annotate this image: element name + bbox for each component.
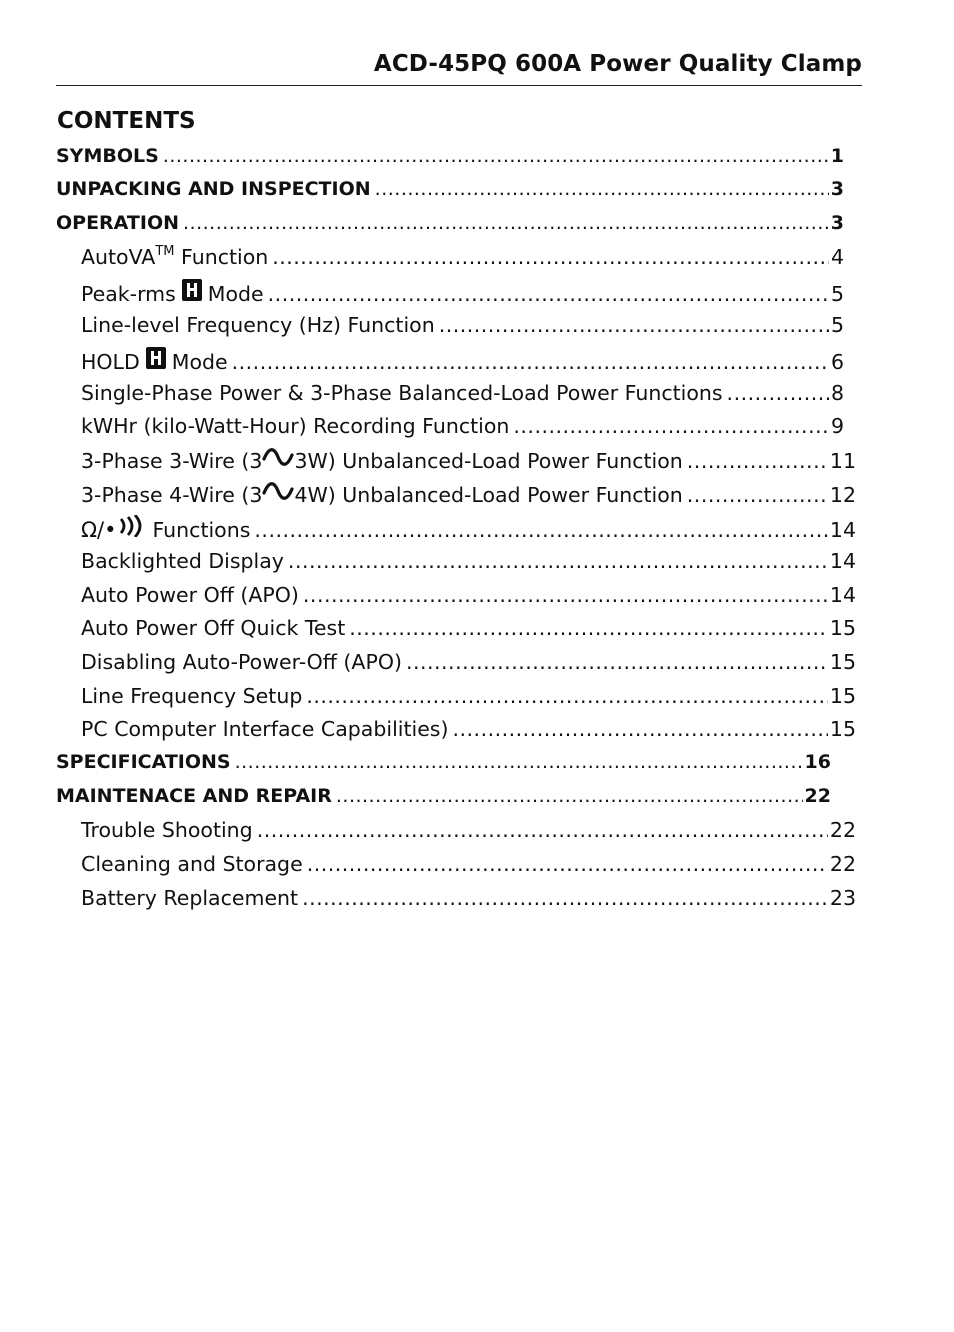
toc-page-number: 5 bbox=[830, 282, 844, 306]
manual-title: ACD-45PQ 600A Power Quality Clamp bbox=[373, 51, 862, 77]
dot-leader bbox=[513, 414, 829, 438]
toc-label: OPERATION bbox=[56, 212, 179, 234]
toc-page-number: 22 bbox=[804, 785, 831, 807]
dot-leader bbox=[272, 245, 829, 269]
toc-page-number: 8 bbox=[830, 381, 844, 405]
toc-label: UNPACKING AND INSPECTION bbox=[56, 178, 371, 200]
toc-label: Backlighted Display bbox=[81, 549, 284, 573]
toc-entry-hold[interactable] bbox=[81, 347, 844, 374]
dot-leader bbox=[439, 313, 829, 337]
toc-page-number: 3 bbox=[830, 178, 844, 200]
toc-entry-operation[interactable] bbox=[56, 212, 844, 234]
toc-label: Battery Replacement bbox=[81, 886, 299, 910]
toc-entry-single-phase-power[interactable] bbox=[81, 381, 844, 405]
dot-leader bbox=[336, 785, 803, 807]
dot-leader bbox=[687, 483, 828, 507]
toc-page-number: 4 bbox=[830, 245, 844, 269]
toc-entry-3-phase-3-wire[interactable] bbox=[81, 448, 856, 473]
toc-entry-line-frequency[interactable] bbox=[81, 313, 844, 337]
toc-entry-trouble-shooting[interactable] bbox=[81, 818, 856, 842]
toc-page-number: 15 bbox=[829, 684, 856, 708]
toc-entry-line-frequency-setup[interactable] bbox=[81, 684, 856, 708]
toc-label: Auto Power Off (APO) bbox=[81, 583, 299, 607]
toc-page-number: 14 bbox=[829, 583, 856, 607]
toc-page-number: 11 bbox=[829, 449, 856, 473]
dot-leader bbox=[306, 684, 828, 708]
dot-leader bbox=[406, 650, 828, 674]
toc-page-number: 15 bbox=[829, 717, 856, 741]
toc-entry-backlighted-display[interactable] bbox=[81, 549, 856, 573]
dot-leader bbox=[302, 886, 828, 910]
toc-page-number: 14 bbox=[829, 518, 856, 542]
toc-entry-ohm-continuity[interactable] bbox=[81, 515, 856, 542]
dot-leader bbox=[288, 549, 828, 573]
toc-label: Cleaning and Storage bbox=[81, 852, 303, 876]
toc-label: Line Frequency Setup bbox=[81, 684, 303, 708]
toc-page-number: 3 bbox=[830, 212, 844, 234]
contents-heading: CONTENTS bbox=[57, 108, 196, 134]
toc-entry-symbols[interactable] bbox=[56, 145, 844, 167]
toc-label bbox=[81, 347, 228, 374]
toc-page-number: 6 bbox=[830, 350, 844, 374]
toc-label-suffix: Functions bbox=[152, 518, 251, 542]
continuity-beeper-icon bbox=[117, 515, 147, 537]
dot-leader bbox=[183, 212, 829, 234]
toc-entry-maintenance[interactable] bbox=[56, 785, 831, 807]
toc-label: SPECIFICATIONS bbox=[56, 751, 231, 773]
dot-leader bbox=[687, 449, 828, 473]
toc-entry-unpacking[interactable] bbox=[56, 178, 844, 200]
toc-label-text: Peak-rms bbox=[81, 282, 176, 306]
toc-label bbox=[81, 482, 683, 507]
trademark-superscript: TM bbox=[155, 244, 175, 259]
toc-label: kWHr (kilo-Watt-Hour) Recording Function bbox=[81, 414, 510, 438]
toc-entry-3-phase-4-wire[interactable] bbox=[81, 482, 856, 507]
toc-entry-pc-interface[interactable] bbox=[81, 717, 856, 741]
toc-label: SYMBOLS bbox=[56, 145, 159, 167]
toc-page-number: 5 bbox=[830, 313, 844, 337]
toc-label: Trouble Shooting bbox=[81, 818, 253, 842]
dot-leader bbox=[349, 616, 828, 640]
toc-page-number: 15 bbox=[829, 616, 856, 640]
dot-leader bbox=[235, 751, 803, 773]
toc-page-number: 9 bbox=[830, 414, 844, 438]
toc-page-number: 16 bbox=[804, 751, 831, 773]
toc-label: Line-level Frequency (Hz) Function bbox=[81, 313, 435, 337]
dot-leader bbox=[375, 178, 829, 200]
toc-label bbox=[81, 279, 264, 306]
dot-leader bbox=[727, 381, 829, 405]
dot-leader bbox=[307, 852, 828, 876]
dot-leader bbox=[268, 282, 829, 306]
toc-entry-auto-power-off[interactable] bbox=[81, 583, 856, 607]
ac-wave-icon bbox=[262, 482, 294, 502]
dot-leader bbox=[303, 583, 828, 607]
dot-leader bbox=[257, 818, 828, 842]
toc-entry-apo-quick-test[interactable] bbox=[81, 616, 856, 640]
toc-entry-cleaning-storage[interactable] bbox=[81, 852, 856, 876]
toc-entry-battery-replacement[interactable] bbox=[81, 886, 856, 910]
toc-label: Disabling Auto-Power-Off (APO) bbox=[81, 650, 402, 674]
toc-label-text: HOLD bbox=[81, 350, 140, 374]
toc-page-number: 14 bbox=[829, 549, 856, 573]
toc-entry-kwhr[interactable] bbox=[81, 414, 844, 438]
toc-label-text: AutoVA bbox=[81, 245, 156, 269]
toc-page-number: 22 bbox=[829, 818, 856, 842]
toc-page-number: 22 bbox=[829, 852, 856, 876]
toc-label bbox=[81, 245, 268, 269]
toc-label-suffix: Function bbox=[174, 245, 269, 269]
toc-entry-specifications[interactable] bbox=[56, 751, 831, 773]
toc-label bbox=[81, 448, 683, 473]
toc-label-text: 3-Phase 3-Wire (3 bbox=[81, 449, 263, 473]
toc-page-number: 1 bbox=[830, 145, 844, 167]
toc-page-number: 12 bbox=[829, 483, 856, 507]
toc-page-number: 15 bbox=[829, 650, 856, 674]
dot-leader bbox=[254, 518, 828, 542]
ac-wave-icon bbox=[262, 448, 294, 468]
hold-key-icon bbox=[182, 279, 202, 301]
toc-entry-autova[interactable] bbox=[81, 245, 844, 269]
toc-label-suffix: 4W) Unbalanced-Load Power Function bbox=[294, 483, 683, 507]
toc-label: Single-Phase Power & 3-Phase Balanced-Load Power Functions bbox=[81, 381, 723, 405]
page-header bbox=[56, 50, 862, 86]
dot-leader bbox=[453, 717, 828, 741]
ohm-continuity-symbol: Ω/• bbox=[81, 518, 117, 542]
toc-label bbox=[81, 515, 250, 542]
toc-label: Auto Power Off Quick Test bbox=[81, 616, 346, 640]
hold-key-icon bbox=[146, 347, 166, 369]
toc-page-number: 23 bbox=[829, 886, 856, 910]
toc-label: PC Computer Interface Capabilities) bbox=[81, 717, 449, 741]
toc-entry-disabling-apo[interactable] bbox=[81, 650, 856, 674]
toc-entry-peak-rms[interactable] bbox=[81, 279, 844, 306]
dot-leader bbox=[232, 350, 829, 374]
toc-label: MAINTENACE AND REPAIR bbox=[56, 785, 332, 807]
toc-label-suffix: 3W) Unbalanced-Load Power Function bbox=[294, 449, 683, 473]
toc-label-text: 3-Phase 4-Wire (3 bbox=[81, 483, 263, 507]
toc-label-suffix: Mode bbox=[207, 282, 264, 306]
dot-leader bbox=[163, 145, 829, 167]
toc-label-suffix: Mode bbox=[171, 350, 228, 374]
